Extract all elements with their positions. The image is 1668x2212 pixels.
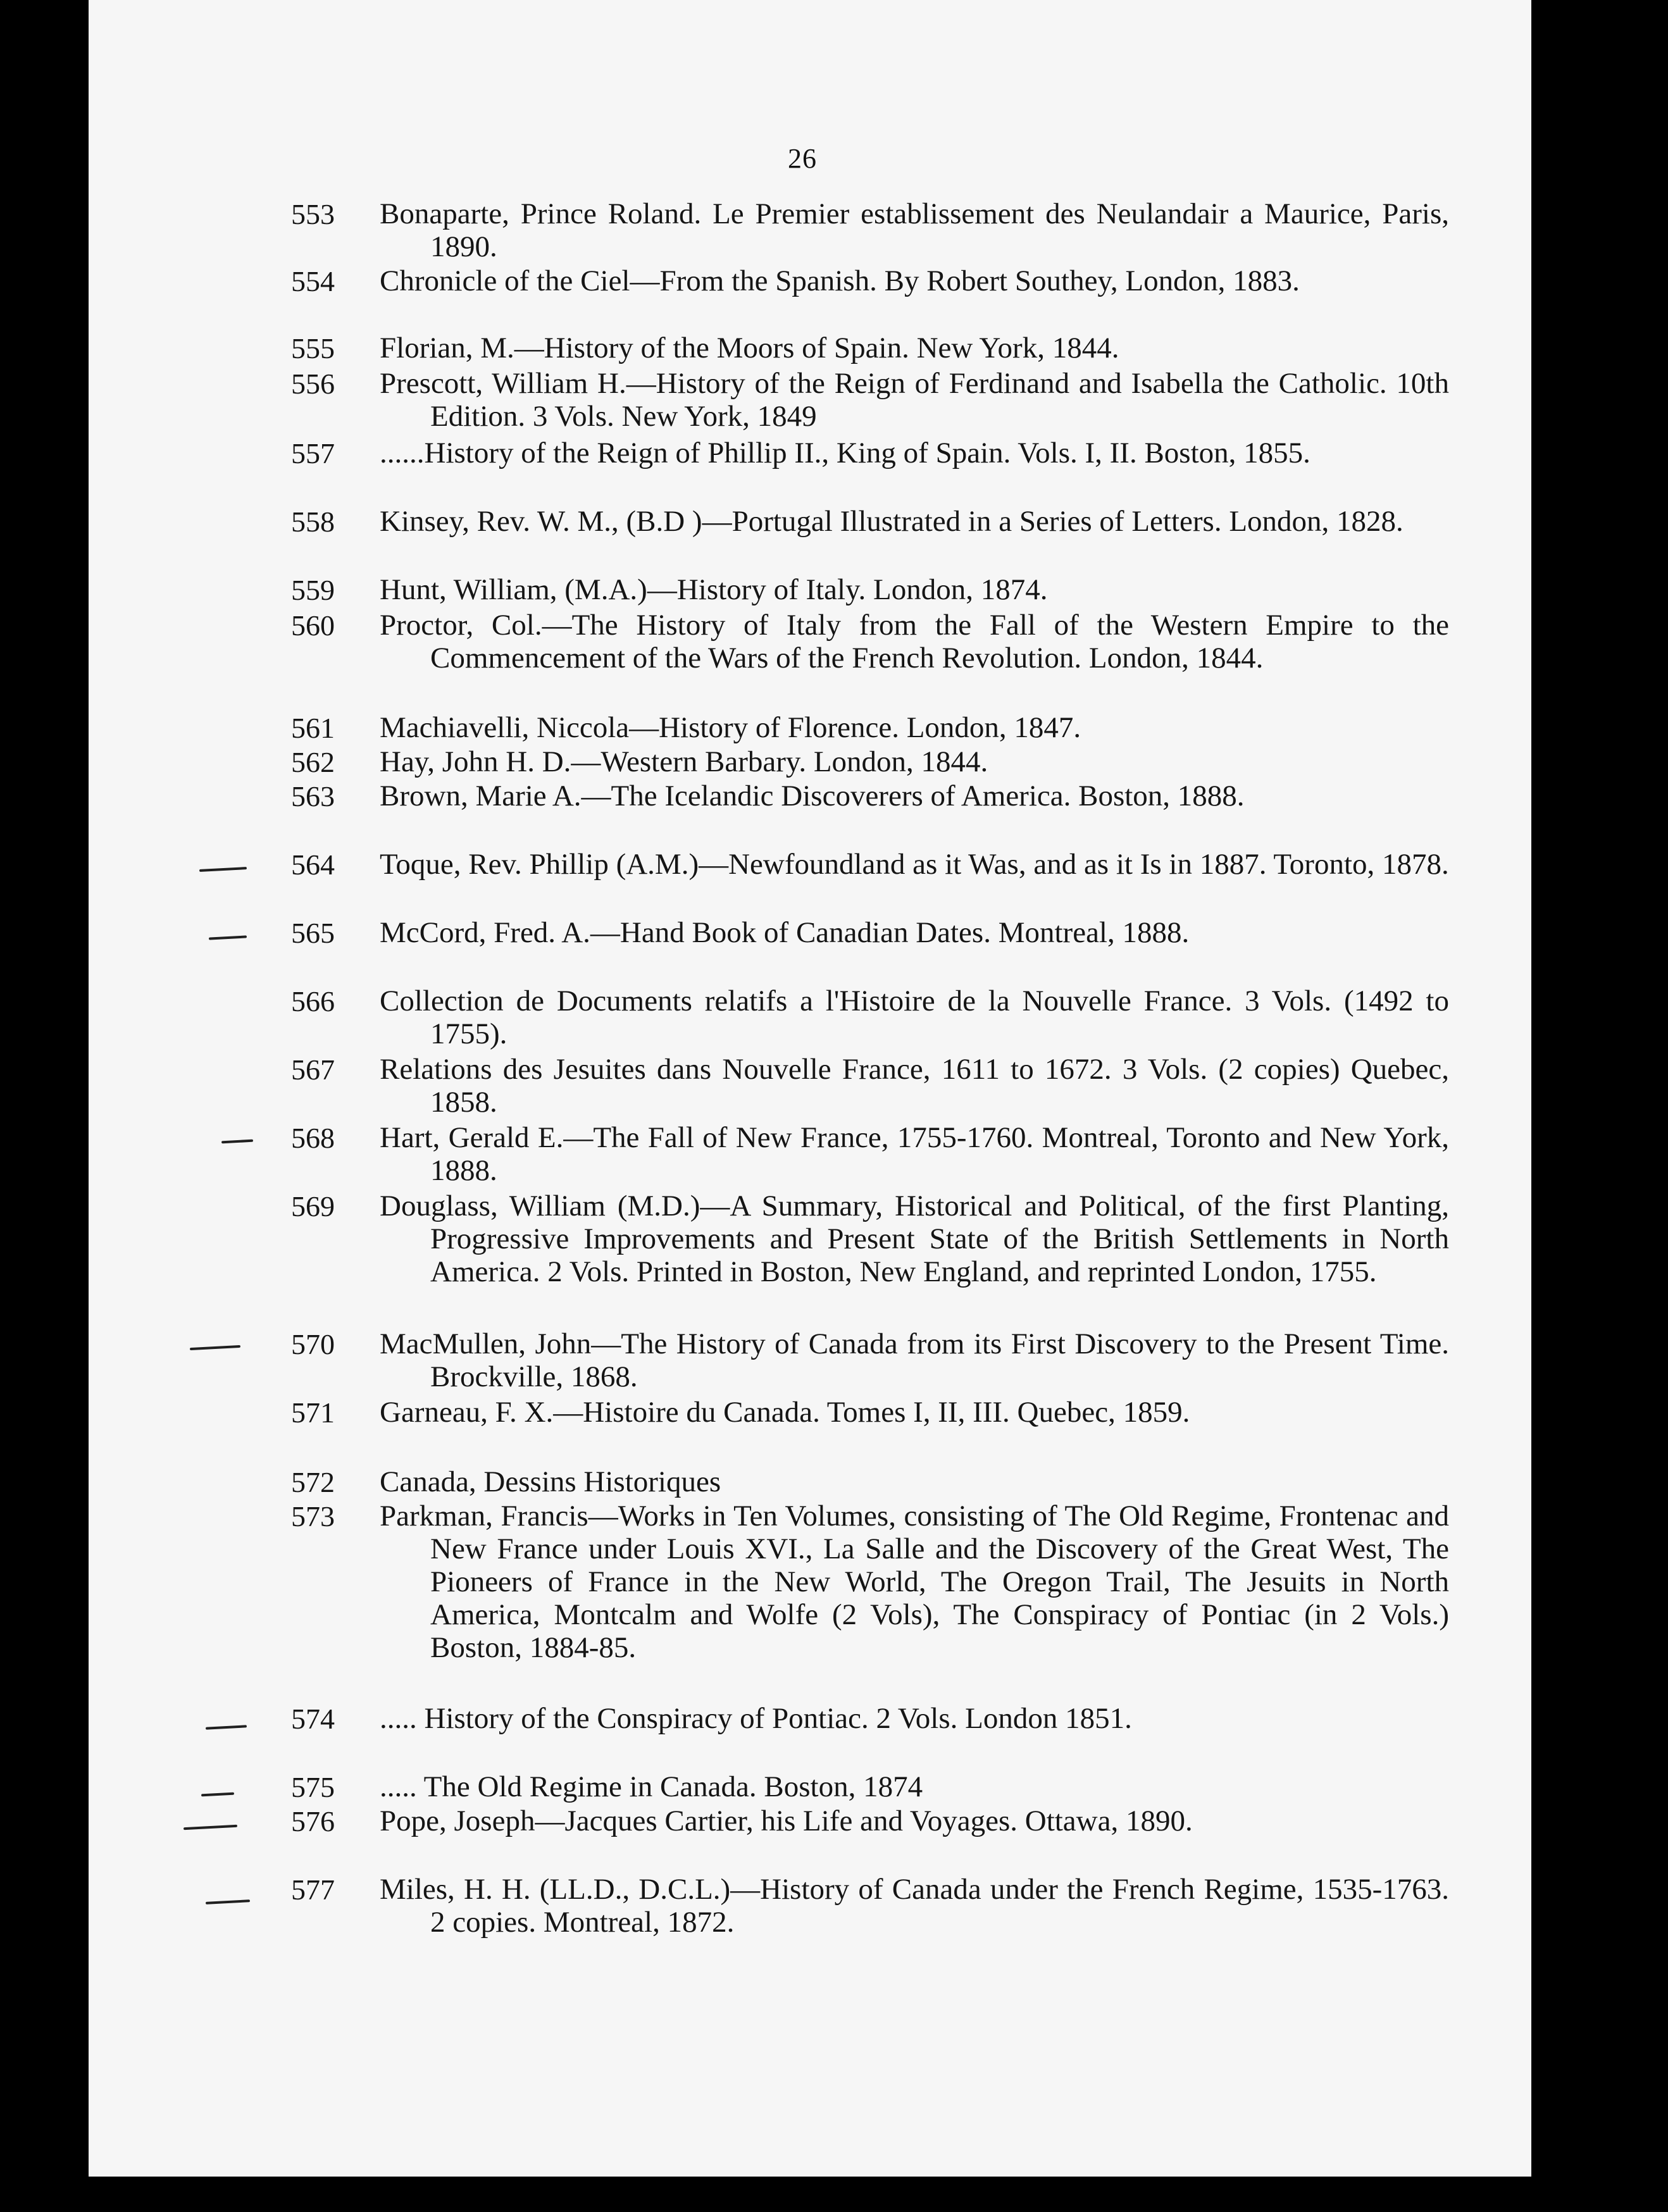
entry-number: 573 <box>291 1500 335 1532</box>
entry-number: 572 <box>291 1466 335 1498</box>
entry-text: Toque, Rev. Phillip (A.M.)—Newfoundland as it Was, and as it Is in 1887. Toronto, 1878. <box>380 848 1449 881</box>
entry-number: 566 <box>291 985 335 1017</box>
entry-text: Garneau, F. X.—Histoire du Canada. Tomes I, II, III. Quebec, 1859. <box>380 1396 1190 1429</box>
entry-number: 555 <box>291 332 335 364</box>
entry-text: Kinsey, Rev. W. M., (B.D )—Portugal Illustrated in a Series of Letters. London, 1828. <box>380 505 1403 538</box>
entry-number: 558 <box>291 506 335 538</box>
entry-number: 565 <box>291 917 335 949</box>
entry-text: MacMullen, John—The History of Canada from its First Discovery to the Present Time. Brockville, 1868. <box>380 1327 1449 1393</box>
entry-text: ..... History of the Conspiracy of Pontiac. 2 Vols. London 1851. <box>380 1702 1132 1735</box>
entry-text: Parkman, Francis—Works in Ten Volumes, consisting of The Old Regime, Frontenac and New France under Louis XVI., La Salle and the Discovery of the Great West, The Pioneers of France in the New World, The Oregon Trail, The Jesuits in North America, Montcalm and Wolfe (2 Vols), The Conspiracy of Pontiac (in 2 Vols.) Boston, 1884-85. <box>380 1500 1449 1664</box>
entry-text: Collection de Documents relatifs a l'Histoire de la Nouvelle France. 3 Vols. (1492 to 1755). <box>380 985 1449 1050</box>
entry-number: 568 <box>291 1122 335 1154</box>
entry-text: Florian, M.—History of the Moors of Spain. New York, 1844. <box>380 332 1119 364</box>
entry-text: Douglass, William (M.D.)—A Summary, Historical and Political, of the first Planting, Progressive Improvements and Present State of the British Settlements in North America. 2 Vols. Printed in Boston, New England, and reprinted London, 1755. <box>380 1190 1449 1288</box>
entry-text: ......History of the Reign of Phillip II., King of Spain. Vols. I, II. Boston, 1855. <box>380 437 1310 469</box>
entry-number: 574 <box>291 1703 335 1735</box>
entry-text: Hunt, William, (M.A.)—History of Italy. London, 1874. <box>380 573 1048 606</box>
entry-number: 569 <box>291 1190 335 1222</box>
entry-number: 559 <box>291 574 335 606</box>
catalogue-entries <box>89 0 1531 2177</box>
entry-number: 560 <box>291 609 335 642</box>
entry-text: Proctor, Col.—The History of Italy from the Fall of the Western Empire to the Commencement of the Wars of the French Revolution. London, 1844. <box>380 609 1449 674</box>
entry-number: 557 <box>291 437 335 469</box>
entry-text: Chronicle of the Ciel—From the Spanish. By Robert Southey, London, 1883. <box>380 264 1300 297</box>
entry-number: 576 <box>291 1805 335 1837</box>
entry-text: Hart, Gerald E.—The Fall of New France, 1755-1760. Montreal, Toronto and New York, 1888. <box>380 1121 1449 1187</box>
entry-text: ..... The Old Regime in Canada. Boston, 1874 <box>380 1770 923 1803</box>
entry-text: Bonaparte, Prince Roland. Le Premier establissement des Neulandair a Maurice, Paris, 1890. <box>380 197 1449 263</box>
entry-number: 567 <box>291 1053 335 1086</box>
entry-number: 556 <box>291 368 335 400</box>
entry-text: Canada, Dessins Historiques <box>380 1465 721 1498</box>
entry-text: Relations des Jesuites dans Nouvelle France, 1611 to 1672. 3 Vols. (2 copies) Quebec, 1858. <box>380 1053 1449 1119</box>
entry-text: Prescott, William H.—History of the Reign of Ferdinand and Isabella the Catholic. 10th Edition. 3 Vols. New York, 1849 <box>380 367 1449 433</box>
catalogue-page <box>89 0 1531 2177</box>
entry-number: 554 <box>291 265 335 297</box>
entry-text: Hay, John H. D.—Western Barbary. London, 1844. <box>380 745 988 778</box>
page-number: 26 <box>788 143 817 174</box>
entry-number: 561 <box>291 712 335 744</box>
entry-number: 575 <box>291 1771 335 1803</box>
entry-number: 571 <box>291 1396 335 1429</box>
entry-number: 563 <box>291 780 335 812</box>
entry-number: 570 <box>291 1328 335 1360</box>
entry-text: Brown, Marie A.—The Icelandic Discoverers of America. Boston, 1888. <box>380 780 1245 812</box>
entry-number: 564 <box>291 848 335 881</box>
entry-text: Miles, H. H. (LL.D., D.C.L.)—History of Canada under the French Regime, 1535-1763. 2 copies. Montreal, 1872. <box>380 1873 1449 1939</box>
entry-text: McCord, Fred. A.—Hand Book of Canadian Dates. Montreal, 1888. <box>380 916 1190 949</box>
entry-text: Machiavelli, Niccola—History of Florence. London, 1847. <box>380 711 1081 744</box>
entry-number: 562 <box>291 746 335 778</box>
entry-text: Pope, Joseph—Jacques Cartier, his Life and Voyages. Ottawa, 1890. <box>380 1805 1193 1837</box>
entry-number: 553 <box>291 198 335 230</box>
entry-number: 577 <box>291 1873 335 1906</box>
